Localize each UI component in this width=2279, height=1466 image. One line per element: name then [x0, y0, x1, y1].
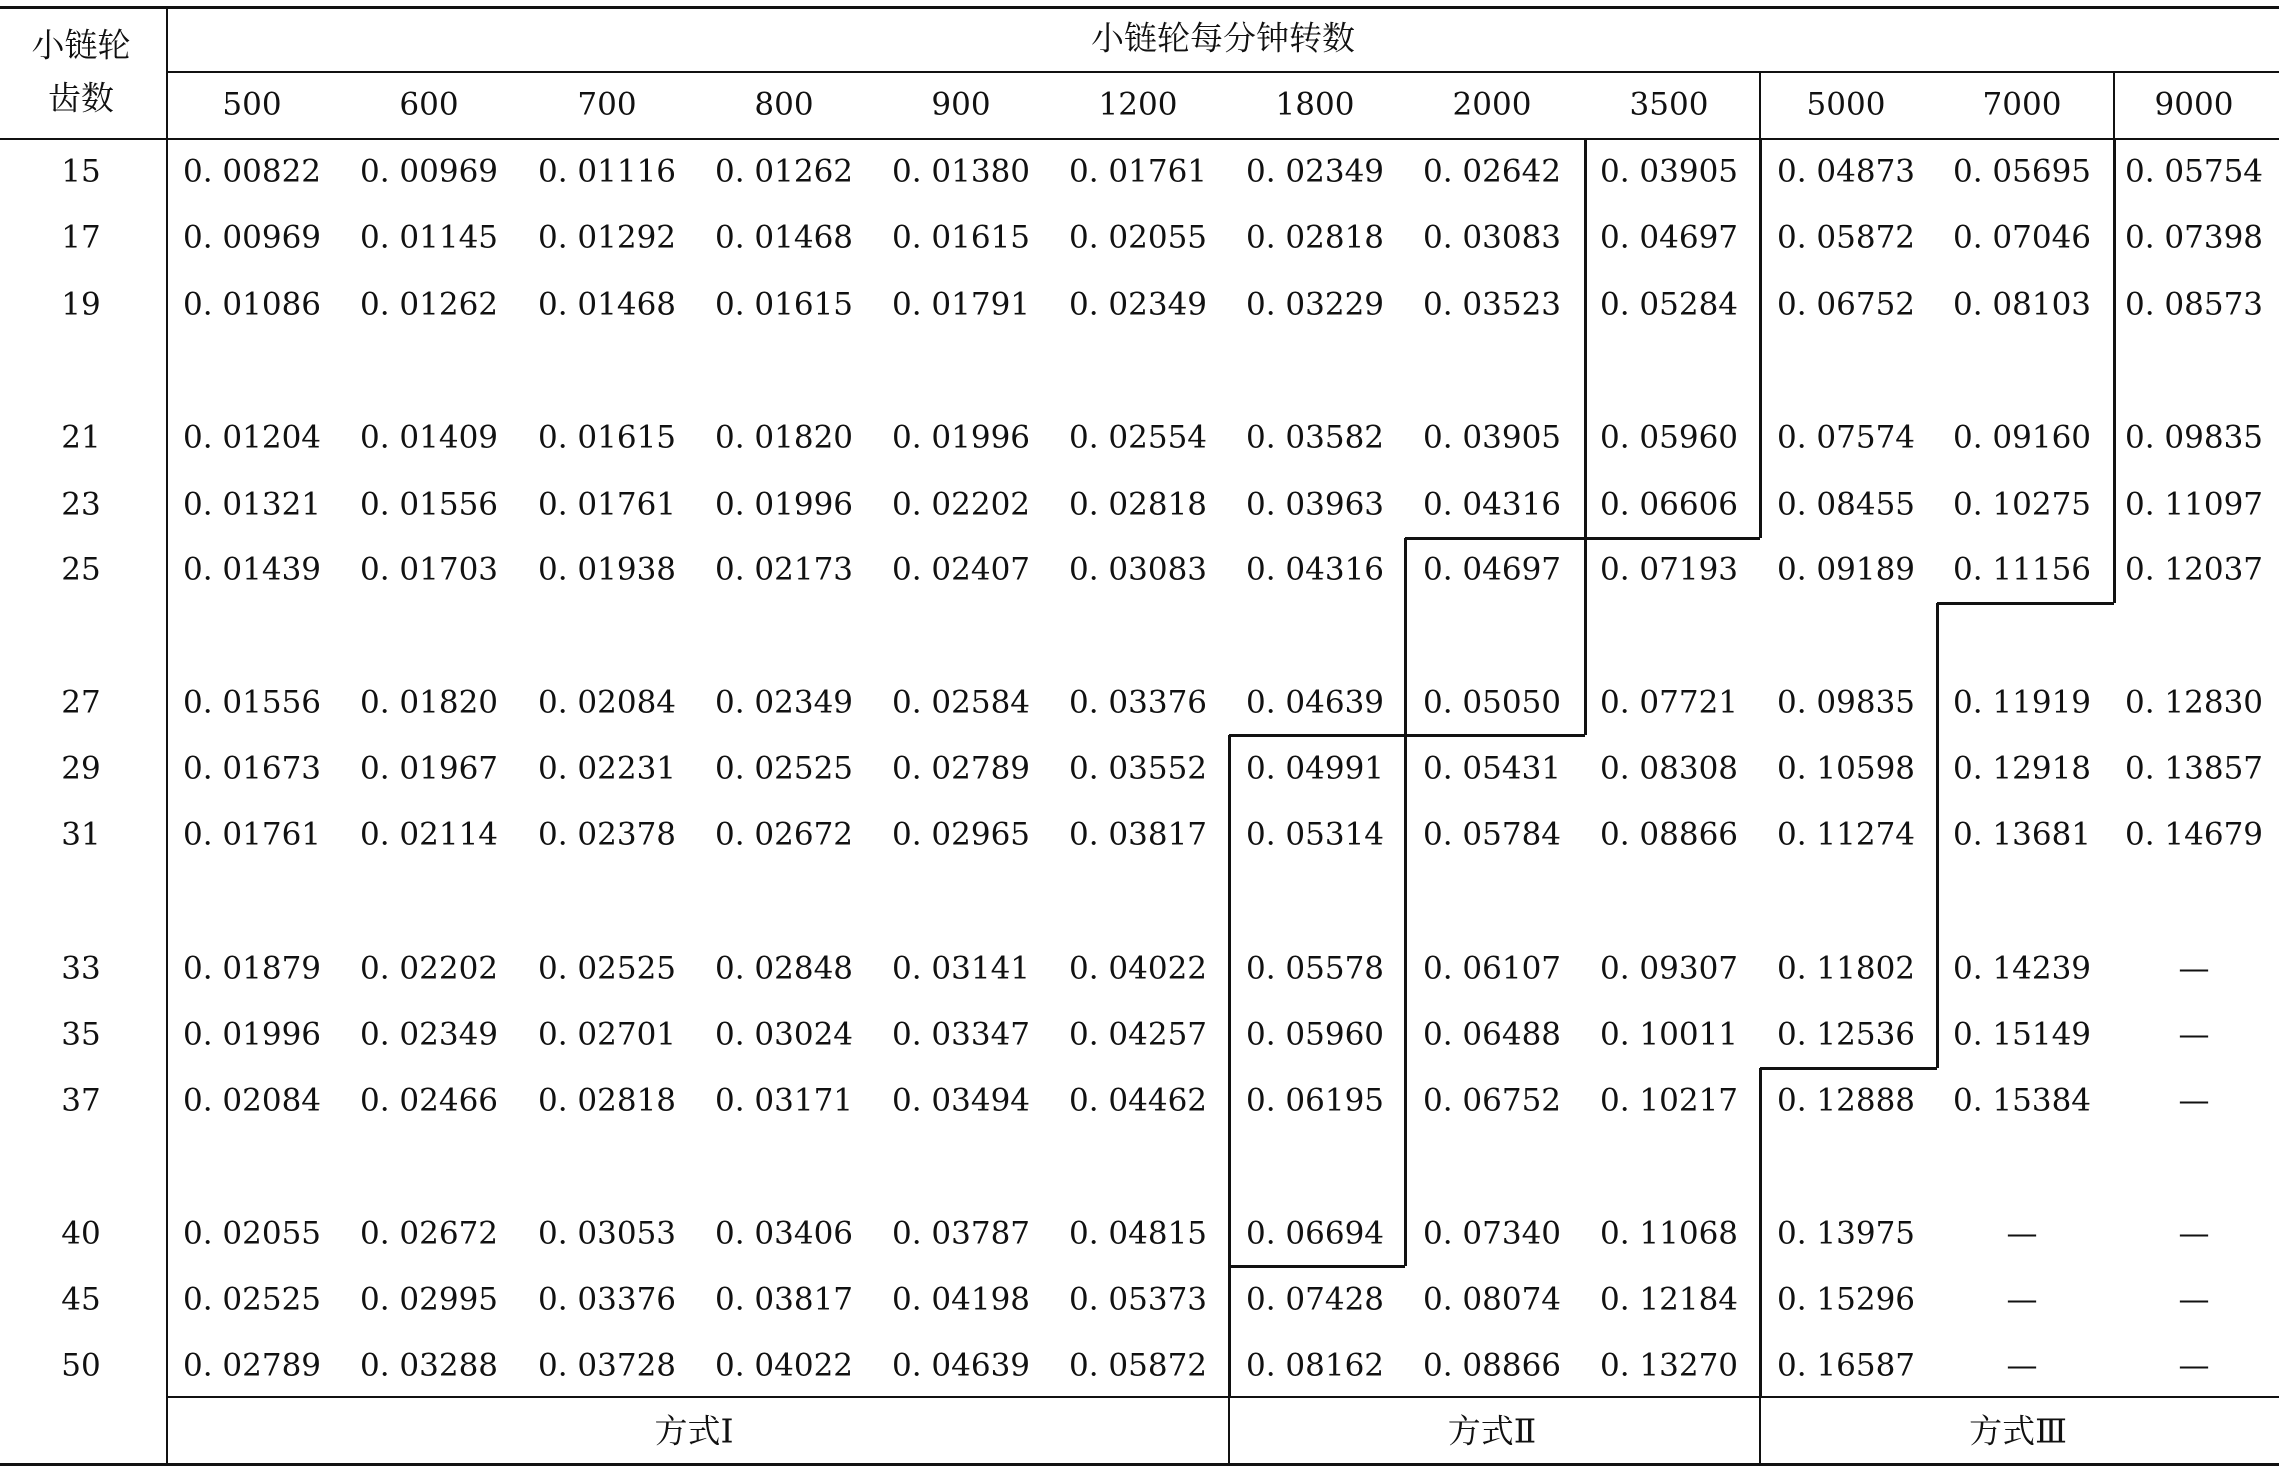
value-cell: 0. 01086: [182, 286, 322, 323]
value-cell: 0. 04022: [714, 1347, 854, 1384]
mode3-boundary: [1759, 1068, 1762, 1397]
value-cell: 0. 08455: [1776, 486, 1916, 523]
value-cell: 0. 06752: [1422, 1082, 1562, 1119]
value-cell: 0. 12536: [1776, 1016, 1916, 1053]
value-cell: 0. 03582: [1245, 419, 1385, 456]
value-cell: 0. 11919: [1952, 684, 2092, 721]
value-cell: 0. 00969: [182, 219, 322, 256]
value-cell: 0. 03817: [1068, 816, 1208, 853]
value-cell: 0. 05784: [1422, 816, 1562, 853]
value-cell: 0. 02084: [182, 1082, 322, 1119]
value-cell: 0. 00822: [182, 153, 322, 190]
value-cell: 0. 02789: [182, 1347, 322, 1384]
mode2-boundary: [1759, 139, 1762, 538]
value-cell: 0. 15384: [1952, 1082, 2092, 1119]
value-cell: 0. 04022: [1068, 950, 1208, 987]
value-cell: —: [2178, 1215, 2210, 1252]
header-divider-5000: [1759, 72, 1761, 139]
value-cell: 0. 01321: [182, 486, 322, 523]
value-cell: 0. 10275: [1952, 486, 2092, 523]
value-cell: 0. 02554: [1068, 419, 1208, 456]
value-cell: 0. 13270: [1599, 1347, 1739, 1384]
value-cell: 0. 01996: [714, 486, 854, 523]
value-cell: 0. 02701: [537, 1016, 677, 1053]
mode2-boundary: [1228, 1266, 1231, 1397]
value-cell: 0. 01380: [891, 153, 1031, 190]
value-cell: 0. 03141: [891, 950, 1031, 987]
value-cell: 0. 05960: [1599, 419, 1739, 456]
value-cell: 0. 05872: [1776, 219, 1916, 256]
value-cell: 0. 01116: [537, 153, 677, 190]
value-cell: 0. 04697: [1422, 551, 1562, 588]
header-bottom-rule: [0, 138, 2279, 140]
value-cell: 0. 03083: [1068, 551, 1208, 588]
value-cell: 0. 08103: [1952, 286, 2092, 323]
speed-col-header: 1200: [1098, 86, 1178, 123]
value-cell: 0. 06488: [1422, 1016, 1562, 1053]
mode3-boundary: [1936, 603, 1939, 1068]
value-cell: 0. 08866: [1599, 816, 1739, 853]
value-cell: —: [2178, 1281, 2210, 1318]
teeth-cell: 31: [61, 816, 101, 853]
value-cell: 0. 04462: [1068, 1082, 1208, 1119]
value-cell: 0. 14239: [1952, 950, 2092, 987]
value-cell: 0. 01468: [537, 286, 677, 323]
value-cell: 0. 01262: [714, 153, 854, 190]
value-cell: 0. 11802: [1776, 950, 1916, 987]
value-cell: 0. 02995: [359, 1281, 499, 1318]
value-cell: 0. 04639: [1245, 684, 1385, 721]
value-cell: 0. 04697: [1599, 219, 1739, 256]
value-cell: 0. 01820: [359, 684, 499, 721]
value-cell: 0. 11274: [1776, 816, 1916, 853]
speed-col-header: 800: [754, 86, 814, 123]
value-cell: 0. 06752: [1776, 286, 1916, 323]
value-cell: 0. 10598: [1776, 750, 1916, 787]
value-cell: 0. 02525: [714, 750, 854, 787]
value-cell: 0. 03053: [537, 1215, 677, 1252]
teeth-cell: 21: [61, 419, 101, 456]
value-cell: 0. 09835: [2124, 419, 2264, 456]
value-cell: 0. 02818: [1245, 219, 1385, 256]
value-cell: 0. 02349: [1068, 286, 1208, 323]
teeth-cell: 33: [61, 950, 101, 987]
speed-col-header: 1800: [1275, 86, 1355, 123]
footer-top-rule: [167, 1396, 2279, 1398]
value-cell: 0. 01556: [182, 684, 322, 721]
footer-divider-1: [1228, 1397, 1230, 1464]
value-cell: 0. 02055: [1068, 219, 1208, 256]
value-cell: 0. 02818: [537, 1082, 677, 1119]
teeth-cell: 15: [61, 153, 101, 190]
value-cell: 0. 02965: [891, 816, 1031, 853]
value-cell: 0. 02202: [359, 950, 499, 987]
value-cell: 0. 02349: [1245, 153, 1385, 190]
value-cell: 0. 12888: [1776, 1082, 1916, 1119]
row-label-line1: 小链轮: [31, 25, 131, 65]
value-cell: 0. 02672: [359, 1215, 499, 1252]
mode1-boundary: [1584, 139, 1587, 538]
value-cell: 0. 01615: [891, 219, 1031, 256]
value-cell: 0. 01556: [359, 486, 499, 523]
value-cell: 0. 03083: [1422, 219, 1562, 256]
mode1-boundary: [1229, 734, 1405, 737]
mode2-boundary: [1405, 734, 1585, 737]
value-cell: 0. 05754: [2124, 153, 2264, 190]
value-cell: 0. 02466: [359, 1082, 499, 1119]
value-cell: 0. 11068: [1599, 1215, 1739, 1252]
value-cell: 0. 13857: [2124, 750, 2264, 787]
value-cell: 0. 08573: [2124, 286, 2264, 323]
value-cell: 0. 05284: [1599, 286, 1739, 323]
value-cell: 0. 01996: [182, 1016, 322, 1053]
footer-divider-2: [1759, 1397, 1761, 1464]
value-cell: 0. 02848: [714, 950, 854, 987]
value-cell: 0. 01673: [182, 750, 322, 787]
value-cell: 0. 06606: [1599, 486, 1739, 523]
teeth-cell: 19: [61, 286, 101, 323]
value-cell: 0. 03171: [714, 1082, 854, 1119]
value-cell: 0. 05373: [1068, 1281, 1208, 1318]
mode1-boundary: [1228, 735, 1231, 1266]
value-cell: 0. 01761: [182, 816, 322, 853]
value-cell: —: [2006, 1215, 2038, 1252]
value-cell: 0. 03905: [1422, 419, 1562, 456]
value-cell: 0. 04815: [1068, 1215, 1208, 1252]
header-divider-9000: [2113, 72, 2115, 139]
value-cell: 0. 02349: [714, 684, 854, 721]
value-cell: 0. 04991: [1245, 750, 1385, 787]
value-cell: 0. 05578: [1245, 950, 1385, 987]
value-cell: 0. 01468: [714, 219, 854, 256]
teeth-cell: 27: [61, 684, 101, 721]
value-cell: 0. 01938: [537, 551, 677, 588]
speed-col-header: 3500: [1629, 86, 1709, 123]
value-cell: 0. 05431: [1422, 750, 1562, 787]
value-cell: 0. 02084: [537, 684, 677, 721]
value-cell: 0. 03787: [891, 1215, 1031, 1252]
value-cell: 0. 04257: [1068, 1016, 1208, 1053]
speed-col-header: 9000: [2154, 86, 2234, 123]
value-cell: 0. 01820: [714, 419, 854, 456]
value-cell: 0. 04198: [891, 1281, 1031, 1318]
value-cell: 0. 03552: [1068, 750, 1208, 787]
value-cell: 0. 01439: [182, 551, 322, 588]
teeth-cell: 37: [61, 1082, 101, 1119]
value-cell: 0. 01262: [359, 286, 499, 323]
value-cell: 0. 02407: [891, 551, 1031, 588]
value-cell: 0. 01761: [1068, 153, 1208, 190]
value-cell: 0. 02525: [182, 1281, 322, 1318]
value-cell: 0. 01761: [537, 486, 677, 523]
value-cell: 0. 08308: [1599, 750, 1739, 787]
mode3-boundary: [1760, 1067, 1937, 1070]
value-cell: 0. 04873: [1776, 153, 1916, 190]
value-cell: 0. 02202: [891, 486, 1031, 523]
value-cell: 0. 01703: [359, 551, 499, 588]
value-cell: 0. 08074: [1422, 1281, 1562, 1318]
mode1-boundary: [1405, 537, 1585, 540]
teeth-cell: 40: [61, 1215, 101, 1252]
value-cell: 0. 02173: [714, 551, 854, 588]
table-bottom-rule: [0, 1463, 2279, 1466]
mode-label-1: 方式Ⅰ: [654, 1411, 734, 1451]
value-cell: 0. 13681: [1952, 816, 2092, 853]
value-cell: 0. 01409: [359, 419, 499, 456]
value-cell: 0. 01879: [182, 950, 322, 987]
value-cell: 0. 08866: [1422, 1347, 1562, 1384]
value-cell: 0. 07574: [1776, 419, 1916, 456]
value-cell: 0. 03024: [714, 1016, 854, 1053]
value-cell: 0. 03905: [1599, 153, 1739, 190]
speed-col-header: 900: [931, 86, 991, 123]
row-label-line2: 齿数: [48, 78, 114, 118]
value-cell: 0. 02114: [359, 816, 499, 853]
value-cell: 0. 12830: [2124, 684, 2264, 721]
speed-title-rule: [167, 71, 2279, 73]
value-cell: 0. 03288: [359, 1347, 499, 1384]
teeth-cell: 50: [61, 1347, 101, 1384]
mode-label-2: 方式Ⅱ: [1447, 1411, 1537, 1451]
value-cell: —: [2006, 1281, 2038, 1318]
value-cell: 0. 01292: [537, 219, 677, 256]
value-cell: 0. 02525: [537, 950, 677, 987]
value-cell: 0. 11156: [1952, 551, 2092, 588]
value-cell: 0. 01615: [714, 286, 854, 323]
value-cell: 0. 01615: [537, 419, 677, 456]
value-cell: 0. 03376: [537, 1281, 677, 1318]
teeth-cell: 17: [61, 219, 101, 256]
value-cell: 0. 05695: [1952, 153, 2092, 190]
value-cell: 0. 02349: [359, 1016, 499, 1053]
value-cell: 0. 10011: [1599, 1016, 1739, 1053]
value-cell: 0. 01967: [359, 750, 499, 787]
value-cell: 0. 02818: [1068, 486, 1208, 523]
value-cell: 0. 04316: [1245, 551, 1385, 588]
value-cell: 0. 07340: [1422, 1215, 1562, 1252]
value-cell: —: [2006, 1347, 2038, 1384]
value-cell: —: [2178, 950, 2210, 987]
value-cell: 0. 02642: [1422, 153, 1562, 190]
value-cell: 0. 08162: [1245, 1347, 1385, 1384]
mode2-boundary: [1229, 1265, 1405, 1268]
value-cell: 0. 01145: [359, 219, 499, 256]
teeth-cell: 45: [61, 1281, 101, 1318]
value-cell: 0. 07428: [1245, 1281, 1385, 1318]
value-cell: 0. 03406: [714, 1215, 854, 1252]
value-cell: 0. 13975: [1776, 1215, 1916, 1252]
value-cell: 0. 02055: [182, 1215, 322, 1252]
value-cell: 0. 09189: [1776, 551, 1916, 588]
speed-title: 小链轮每分钟转数: [1091, 18, 1355, 58]
value-cell: 0. 02378: [537, 816, 677, 853]
value-cell: 0. 01996: [891, 419, 1031, 456]
speed-col-header: 2000: [1452, 86, 1532, 123]
value-cell: 0. 11097: [2124, 486, 2264, 523]
table-top-rule: [0, 6, 2279, 9]
value-cell: 0. 07398: [2124, 219, 2264, 256]
value-cell: 0. 03728: [537, 1347, 677, 1384]
speed-col-header: 500: [222, 86, 282, 123]
value-cell: 0. 15296: [1776, 1281, 1916, 1318]
value-cell: 0. 14679: [2124, 816, 2264, 853]
value-cell: 0. 04639: [891, 1347, 1031, 1384]
value-cell: 0. 03347: [891, 1016, 1031, 1053]
value-cell: 0. 06694: [1245, 1215, 1385, 1252]
mode2-boundary: [1404, 735, 1407, 1266]
value-cell: 0. 04316: [1422, 486, 1562, 523]
value-cell: 0. 02231: [537, 750, 677, 787]
value-cell: 0. 05314: [1245, 816, 1385, 853]
value-cell: 0. 07046: [1952, 219, 2092, 256]
speed-col-header: 5000: [1806, 86, 1886, 123]
teeth-cell: 23: [61, 486, 101, 523]
value-cell: 0. 05960: [1245, 1016, 1385, 1053]
value-cell: 0. 05872: [1068, 1347, 1208, 1384]
value-cell: 0. 03376: [1068, 684, 1208, 721]
mode1-boundary: [1404, 538, 1407, 735]
value-cell: 0. 16587: [1776, 1347, 1916, 1384]
speed-col-header: 600: [399, 86, 459, 123]
value-cell: 0. 06195: [1245, 1082, 1385, 1119]
value-cell: 0. 06107: [1422, 950, 1562, 987]
value-cell: 0. 03229: [1245, 286, 1385, 323]
speed-col-header: 7000: [1982, 86, 2062, 123]
value-cell: 0. 15149: [1952, 1016, 2092, 1053]
value-cell: 0. 01791: [891, 286, 1031, 323]
value-cell: 0. 10217: [1599, 1082, 1739, 1119]
value-cell: —: [2178, 1347, 2210, 1384]
value-cell: 0. 09307: [1599, 950, 1739, 987]
value-cell: 0. 07721: [1599, 684, 1739, 721]
teeth-cell: 35: [61, 1016, 101, 1053]
teeth-cell: 25: [61, 551, 101, 588]
value-cell: 0. 02584: [891, 684, 1031, 721]
value-cell: 0. 12037: [2124, 551, 2264, 588]
value-cell: 0. 07193: [1599, 551, 1739, 588]
value-cell: 0. 12184: [1599, 1281, 1739, 1318]
value-cell: —: [2178, 1082, 2210, 1119]
mode2-boundary: [1585, 537, 1760, 540]
mode-label-3: 方式Ⅲ: [1969, 1411, 2067, 1451]
value-cell: 0. 02789: [891, 750, 1031, 787]
row-label-divider: [166, 7, 168, 1464]
value-cell: 0. 12918: [1952, 750, 2092, 787]
mode3-boundary: [2113, 139, 2116, 603]
value-cell: 0. 09835: [1776, 684, 1916, 721]
speed-col-header: 700: [577, 86, 637, 123]
value-cell: 0. 00969: [359, 153, 499, 190]
mode2-boundary: [1584, 538, 1587, 735]
value-cell: 0. 03963: [1245, 486, 1385, 523]
value-cell: —: [2178, 1016, 2210, 1053]
value-cell: 0. 03494: [891, 1082, 1031, 1119]
value-cell: 0. 03523: [1422, 286, 1562, 323]
value-cell: 0. 02672: [714, 816, 854, 853]
value-cell: 0. 09160: [1952, 419, 2092, 456]
value-cell: 0. 01204: [182, 419, 322, 456]
mode3-boundary: [1937, 602, 2114, 605]
value-cell: 0. 05050: [1422, 684, 1562, 721]
value-cell: 0. 03817: [714, 1281, 854, 1318]
teeth-cell: 29: [61, 750, 101, 787]
